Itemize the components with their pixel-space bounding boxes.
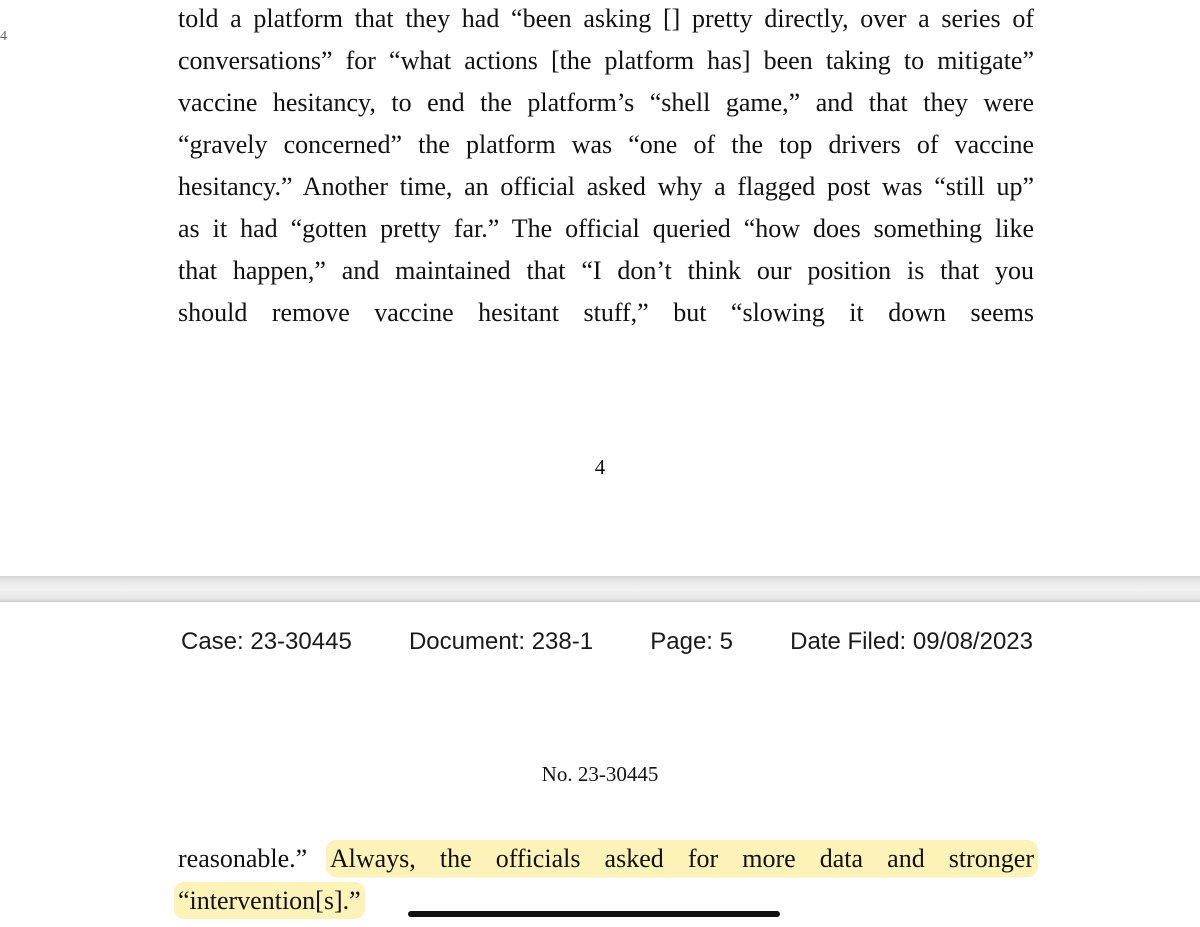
- text-line: hesitancy.” Another time, an official asked why a flagged post was “still up”: [178, 172, 1034, 201]
- text-line: vaccine hesitancy, to end the platform’s “shell game,” and that they were: [178, 88, 1034, 117]
- text-line: as it had “gotten pretty far.” The official queried “how does something like: [178, 214, 1034, 243]
- text-line: [178, 882, 1034, 924]
- page-number: 4: [594, 455, 606, 479]
- text-line: that happen,” and maintained that “I don’t think our position is that you: [178, 256, 1034, 285]
- case-number: Case: 23-30445: [181, 628, 352, 655]
- text-line: should remove vaccine hesitant stuff,” but “slowing it down seems: [178, 298, 1034, 327]
- highlighted-text[interactable]: Always, the officials asked for more data and stronger: [329, 844, 1034, 873]
- case-header: [181, 628, 1033, 656]
- document-number: Document: 238-1: [408, 628, 594, 655]
- body-text: [178, 0, 1034, 336]
- margin-mark: 4: [0, 29, 7, 44]
- plain-text: reasonable.”: [178, 844, 330, 873]
- text-line: conversations” for “what actions [the platform has] been taking to mitigate”: [178, 46, 1034, 75]
- text-line: “gravely concerned” the platform was “one of the top drivers of vaccine: [178, 130, 1034, 159]
- page-label: Page: 5: [650, 628, 733, 655]
- page-separator: [0, 576, 1200, 602]
- text-line: told a platform that they had “been asking [] pretty directly, over a series of: [178, 4, 1034, 33]
- document-page-5: [0, 602, 1200, 927]
- text-line: [178, 840, 1034, 882]
- date-filed: Date Filed: 09/08/2023: [790, 628, 1033, 655]
- home-indicator[interactable]: [408, 911, 780, 917]
- highlighted-text[interactable]: “intervention[s].”: [178, 886, 361, 915]
- docket-number: No. 23-30445: [541, 762, 659, 786]
